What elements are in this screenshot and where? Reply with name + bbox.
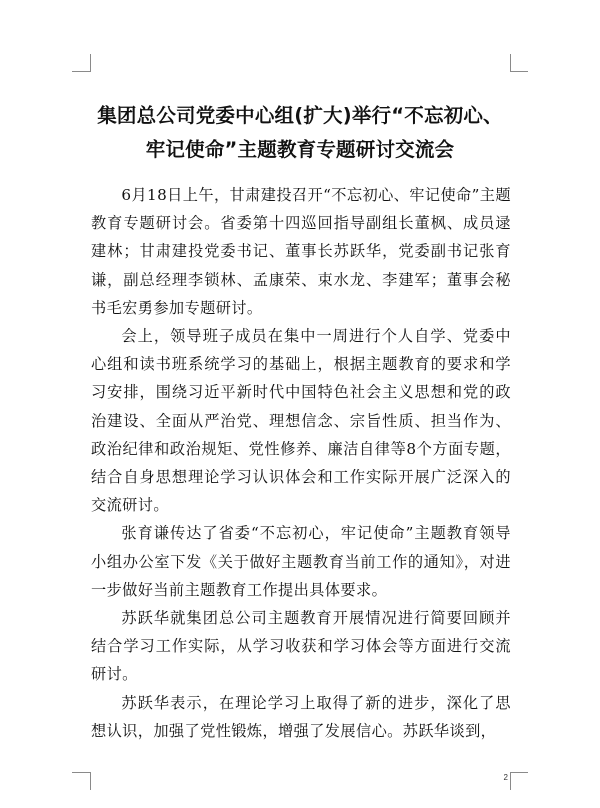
crop-mark-bottom-left-v: [90, 772, 91, 790]
crop-mark-top-left-h: [72, 71, 90, 72]
crop-mark-top-right-h: [510, 71, 528, 72]
crop-mark-top-left-v: [90, 54, 91, 72]
paragraph: 苏跃华表示，在理论学习上取得了新的进步，深化了思想认识，加强了党性锻炼，增强了发展信心。苏跃华谈到，: [91, 693, 511, 740]
crop-mark-top-right-v: [510, 54, 511, 72]
crop-mark-bottom-right-v: [510, 772, 511, 790]
paragraph: 张育谦传达了省委“不忘初心，牢记使命”主题教育领导小组办公室下发《关于做好主题教育当前工作的通知》，对进一步做好当前主题教育工作提出具体要求。: [91, 524, 511, 599]
crop-mark-bottom-left-h: [72, 772, 90, 773]
page-number: 2: [503, 773, 508, 782]
paragraph: 会上，领导班子成员在集中一周进行个人自学、党委中心组和读书班系统学习的基础上，根据主题教育的要求和学习安排，围绕习近平新时代中国特色社会主义思想和党的政治建设、全面从严治党、理想信念、宗旨性质、担当作为、政治纪律和政治规矩、党性修养、廉洁自律等8个方面专题，结合自身思想理论学习认识体会和工作实际开展广泛深入的交流研讨。: [91, 327, 511, 515]
document-title-line-1: 集团总公司党委中心组(扩大)举行“不忘初心、: [97, 104, 503, 127]
document-title-line-2: 牢记使命”主题教育专题研讨交流会: [145, 138, 455, 161]
crop-mark-bottom-right-h: [510, 772, 528, 773]
document-body: [91, 181, 511, 745]
paragraph: 苏跃华就集团总公司主题教育开展情况进行简要回顾并结合学习工作实际，从学习收获和学习体会等方面进行交流研讨。: [91, 609, 511, 684]
paragraph: 6月18日上午，甘肃建投召开“不忘初心、牢记使命”主题教育专题研讨会。省委第十四巡回指导副组长董枫、成员逯建林；甘肃建投党委书记、董事长苏跃华，党委副书记张育谦，副总经理李锁林、孟康荣、束水龙、李建军；董事会秘书毛宏勇参加专题研讨。: [91, 186, 511, 317]
